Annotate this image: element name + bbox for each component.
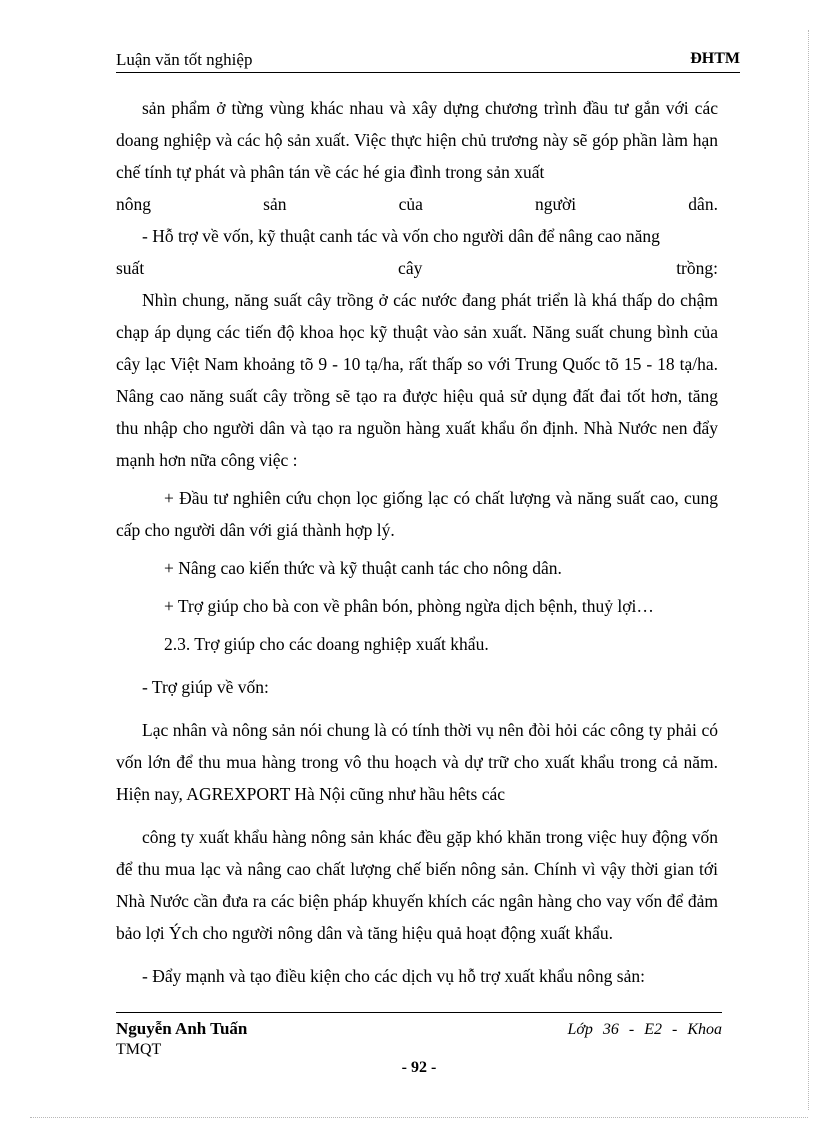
word: người (535, 194, 577, 214)
paragraph: công ty xuất khẩu hàng nông sản khác đều gặp khó khăn trong việc huy động vốn để thu mua lạc và nâng cao chất lượng chế biến nông sản. Chính vì vậy thời gian tới Nhà Nước cần đưa ra các biện pháp khuyến khích các ngân hàng cho vay vốn để đảm bảo lợi Ých cho người nông dân và tăng hiệu quả hoạt động xuất khẩu. (116, 827, 718, 943)
page-footer (116, 1012, 722, 1093)
paragraph: + Đầu tư nghiên cứu chọn lọc giống lạc có chất lượng và năng suất cao, cung cấp cho người dân với giá thành hợp lý. (116, 488, 718, 540)
word: trồng: (676, 258, 718, 278)
justified-line (116, 252, 718, 284)
list-item: + Nâng cao kiến thức và kỹ thuật canh tác cho nông dân. (164, 558, 562, 578)
header-thesis-title: Luận văn tốt nghiệp (116, 50, 253, 69)
page-number: - 92 - (401, 1059, 437, 1076)
footer-department: TMQT (116, 1041, 162, 1058)
word: suất (116, 258, 145, 278)
footer-author: Nguyễn Anh Tuấn (116, 1019, 248, 1038)
page-header (116, 50, 740, 73)
paragraph: - Đẩy mạnh và tạo điều kiện cho các dịch vụ hỗ trợ xuất khẩu nông sản: (142, 966, 645, 986)
paragraph: - Hỗ trợ về vốn, kỹ thuật canh tác và vốn cho người dân để nâng cao năng (142, 226, 660, 246)
word: cây (398, 258, 423, 278)
list-item: + Trợ giúp cho bà con về phân bón, phòng ngừa dịch bệnh, thuỷ lợi… (164, 596, 654, 616)
document-body (116, 92, 718, 992)
section-heading: 2.3. Trợ giúp cho các doang nghiệp xuất khẩu. (164, 634, 489, 654)
word: nông (116, 194, 151, 214)
word: của (398, 194, 423, 214)
paragraph: Nhìn chung, năng suất cây trồng ở các nước đang phát triển là khá thấp do chậm chạp áp dụng các tiến độ khoa học kỹ thuật vào sản xuất. Năng suất chung bình của cây lạc Việt Nam khoảng tõ 9 - 10 tạ/ha, rất thấp so với Trung Quốc tõ 15 - 18 tạ/ha. Nâng cao năng suất cây trồng sẽ tạo ra được hiệu quả sử dụng đất đai tốt hơn, tăng thu nhập cho người dân và tạo ra nguồn hàng xuất khẩu ổn định. Nhà Nước nen đẩy mạnh hơn nữa công việc : (116, 290, 718, 470)
paragraph: - Trợ giúp về vốn: (142, 677, 269, 697)
word: dân. (688, 194, 718, 214)
justified-line (116, 188, 718, 220)
word: sản (263, 194, 287, 214)
page-border-right (808, 30, 809, 1110)
paragraph: Lạc nhân và nông sản nói chung là có tính thời vụ nên đòi hỏi các công ty phải có vốn lớn để thu mua hàng trong vô thu hoạch và dự trữ cho xuất khẩu trong cả năm. Hiện nay, AGREXPORT Hà Nội cũng như hầu hêts các (116, 720, 718, 804)
header-university: ĐHTM (690, 50, 740, 67)
page-border-bottom (30, 1117, 808, 1118)
footer-class-info: Lớp 36 - E2 - Khoa (567, 1021, 722, 1038)
paragraph: sản phẩm ở từng vùng khác nhau và xây dựng chương trình đầu tư gắn với các doang nghiệp và các hộ sản xuất. Việc thực hiện chủ trương này sẽ góp phần làm hạn chế tính tự phát và phân tán về các hé gia đình trong sản xuất (116, 98, 718, 182)
